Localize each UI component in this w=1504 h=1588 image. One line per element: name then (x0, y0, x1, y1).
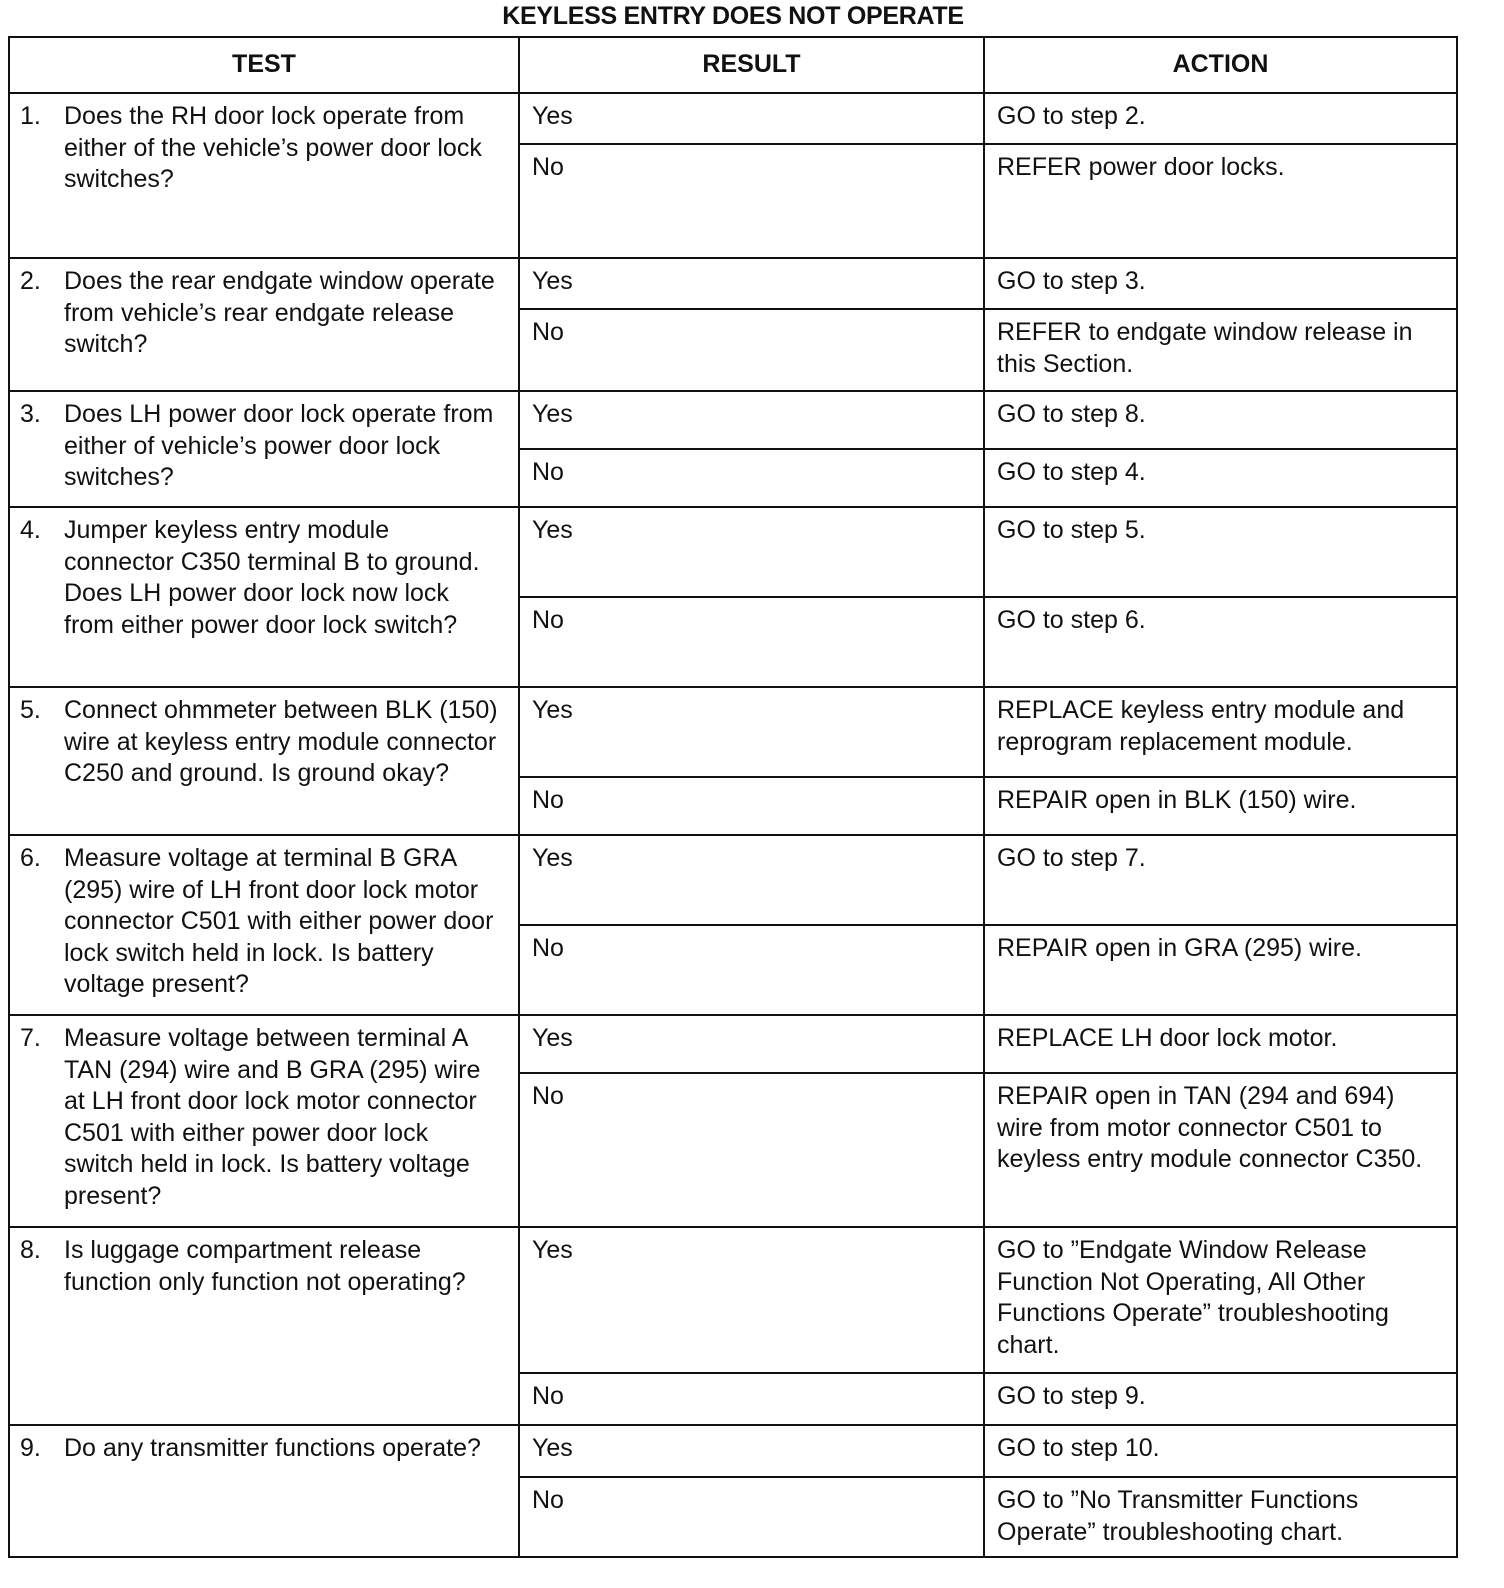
step-number: 6. (20, 844, 41, 872)
step-number: 7. (20, 1024, 41, 1052)
action-yes: GO to step 10. (984, 1425, 1457, 1477)
step-6-test (9, 835, 519, 1015)
result-no: No (519, 309, 984, 391)
step-number: 9. (20, 1434, 41, 1462)
step-4-test (9, 507, 519, 687)
step-5-test (9, 687, 519, 835)
step-2-yes-row (9, 258, 1457, 309)
action-yes: GO to step 3. (984, 258, 1457, 309)
test-text: Does the rear endgate window operate from vehicle’s rear endgate release switch? (64, 267, 495, 358)
action-no: GO to step 4. (984, 449, 1457, 507)
header-row (9, 37, 1457, 93)
action-yes: GO to step 5. (984, 507, 1457, 597)
action-yes: REPLACE keyless entry module and reprogram replacement module. (984, 687, 1457, 777)
step-number: 1. (20, 102, 41, 130)
step-4-yes-row (9, 507, 1457, 597)
action-no: REFER power door locks. (984, 144, 1457, 258)
action-no: GO to step 9. (984, 1373, 1457, 1425)
result-no: No (519, 925, 984, 1015)
test-text: Does LH power door lock operate from either of vehicle’s power door lock switches? (64, 400, 494, 491)
action-no: GO to ”No Transmitter Functions Operate” troubleshooting chart. (984, 1477, 1457, 1557)
step-3-test (9, 391, 519, 507)
test-text: Does the RH door lock operate from either of the vehicle’s power door lock switches? (64, 102, 482, 193)
test-text: Measure voltage between terminal A TAN (294) wire and B GRA (295) wire at LH front door lock motor connector C501 with either power door lock switch held in lock. Is battery voltage present? (64, 1024, 481, 1210)
step-number: 4. (20, 516, 41, 544)
header-test: TEST (9, 37, 519, 93)
step-7-yes-row (9, 1015, 1457, 1073)
chart-title: KEYLESS ENTRY DOES NOT OPERATE (502, 2, 964, 30)
action-yes: GO to step 2. (984, 93, 1457, 144)
result-no: No (519, 1373, 984, 1425)
action-no: REPAIR open in GRA (295) wire. (984, 925, 1457, 1015)
result-yes: Yes (519, 1425, 984, 1477)
test-text: Jumper keyless entry module connector C350 terminal B to ground. Does LH power door lock now lock from either power door lock switch? (64, 516, 480, 639)
step-5-yes-row (9, 687, 1457, 777)
test-text: Measure voltage at terminal B GRA (295) wire of LH front door lock motor connector C501 with either power door lock switch held in lock. Is battery voltage present? (64, 844, 494, 998)
result-no: No (519, 144, 984, 258)
step-number: 5. (20, 696, 41, 724)
result-yes: Yes (519, 507, 984, 597)
result-yes: Yes (519, 835, 984, 925)
troubleshooting-table (8, 36, 1458, 1558)
action-yes: REPLACE LH door lock motor. (984, 1015, 1457, 1073)
step-number: 8. (20, 1236, 41, 1264)
action-no: REFER to endgate window release in this Section. (984, 309, 1457, 391)
action-yes: GO to step 8. (984, 391, 1457, 449)
step-1-test (9, 93, 519, 258)
action-yes: GO to step 7. (984, 835, 1457, 925)
step-7-test (9, 1015, 519, 1227)
step-6-yes-row (9, 835, 1457, 925)
result-yes: Yes (519, 391, 984, 449)
step-2-test (9, 258, 519, 391)
result-yes: Yes (519, 258, 984, 309)
result-yes: Yes (519, 1015, 984, 1073)
result-yes: Yes (519, 1227, 984, 1373)
step-8-yes-row (9, 1227, 1457, 1373)
step-8-test (9, 1227, 519, 1425)
step-number: 2. (20, 267, 41, 295)
result-no: No (519, 597, 984, 687)
result-no: No (519, 449, 984, 507)
action-no: GO to step 6. (984, 597, 1457, 687)
result-no: No (519, 1073, 984, 1227)
step-3-yes-row (9, 391, 1457, 449)
result-yes: Yes (519, 687, 984, 777)
step-1-yes-row (9, 93, 1457, 144)
action-yes: GO to ”Endgate Window Release Function Not Operating, All Other Functions Operate” troubleshooting chart. (984, 1227, 1457, 1373)
header-result: RESULT (519, 37, 984, 93)
result-no: No (519, 1477, 984, 1557)
step-9-yes-row (9, 1425, 1457, 1477)
step-number: 3. (20, 400, 41, 428)
header-action: ACTION (984, 37, 1457, 93)
test-text: Connect ohmmeter between BLK (150) wire at keyless entry module connector C250 and ground. Is ground okay? (64, 696, 498, 787)
test-text: Is luggage compartment release function only function not operating? (64, 1236, 466, 1296)
step-9-test (9, 1425, 519, 1557)
result-no: No (519, 777, 984, 835)
test-text: Do any transmitter functions operate? (64, 1434, 481, 1462)
action-no: REPAIR open in TAN (294 and 694) wire from motor connector C501 to keyless entry module connector C350. (984, 1073, 1457, 1227)
result-yes: Yes (519, 93, 984, 144)
action-no: REPAIR open in BLK (150) wire. (984, 777, 1457, 835)
